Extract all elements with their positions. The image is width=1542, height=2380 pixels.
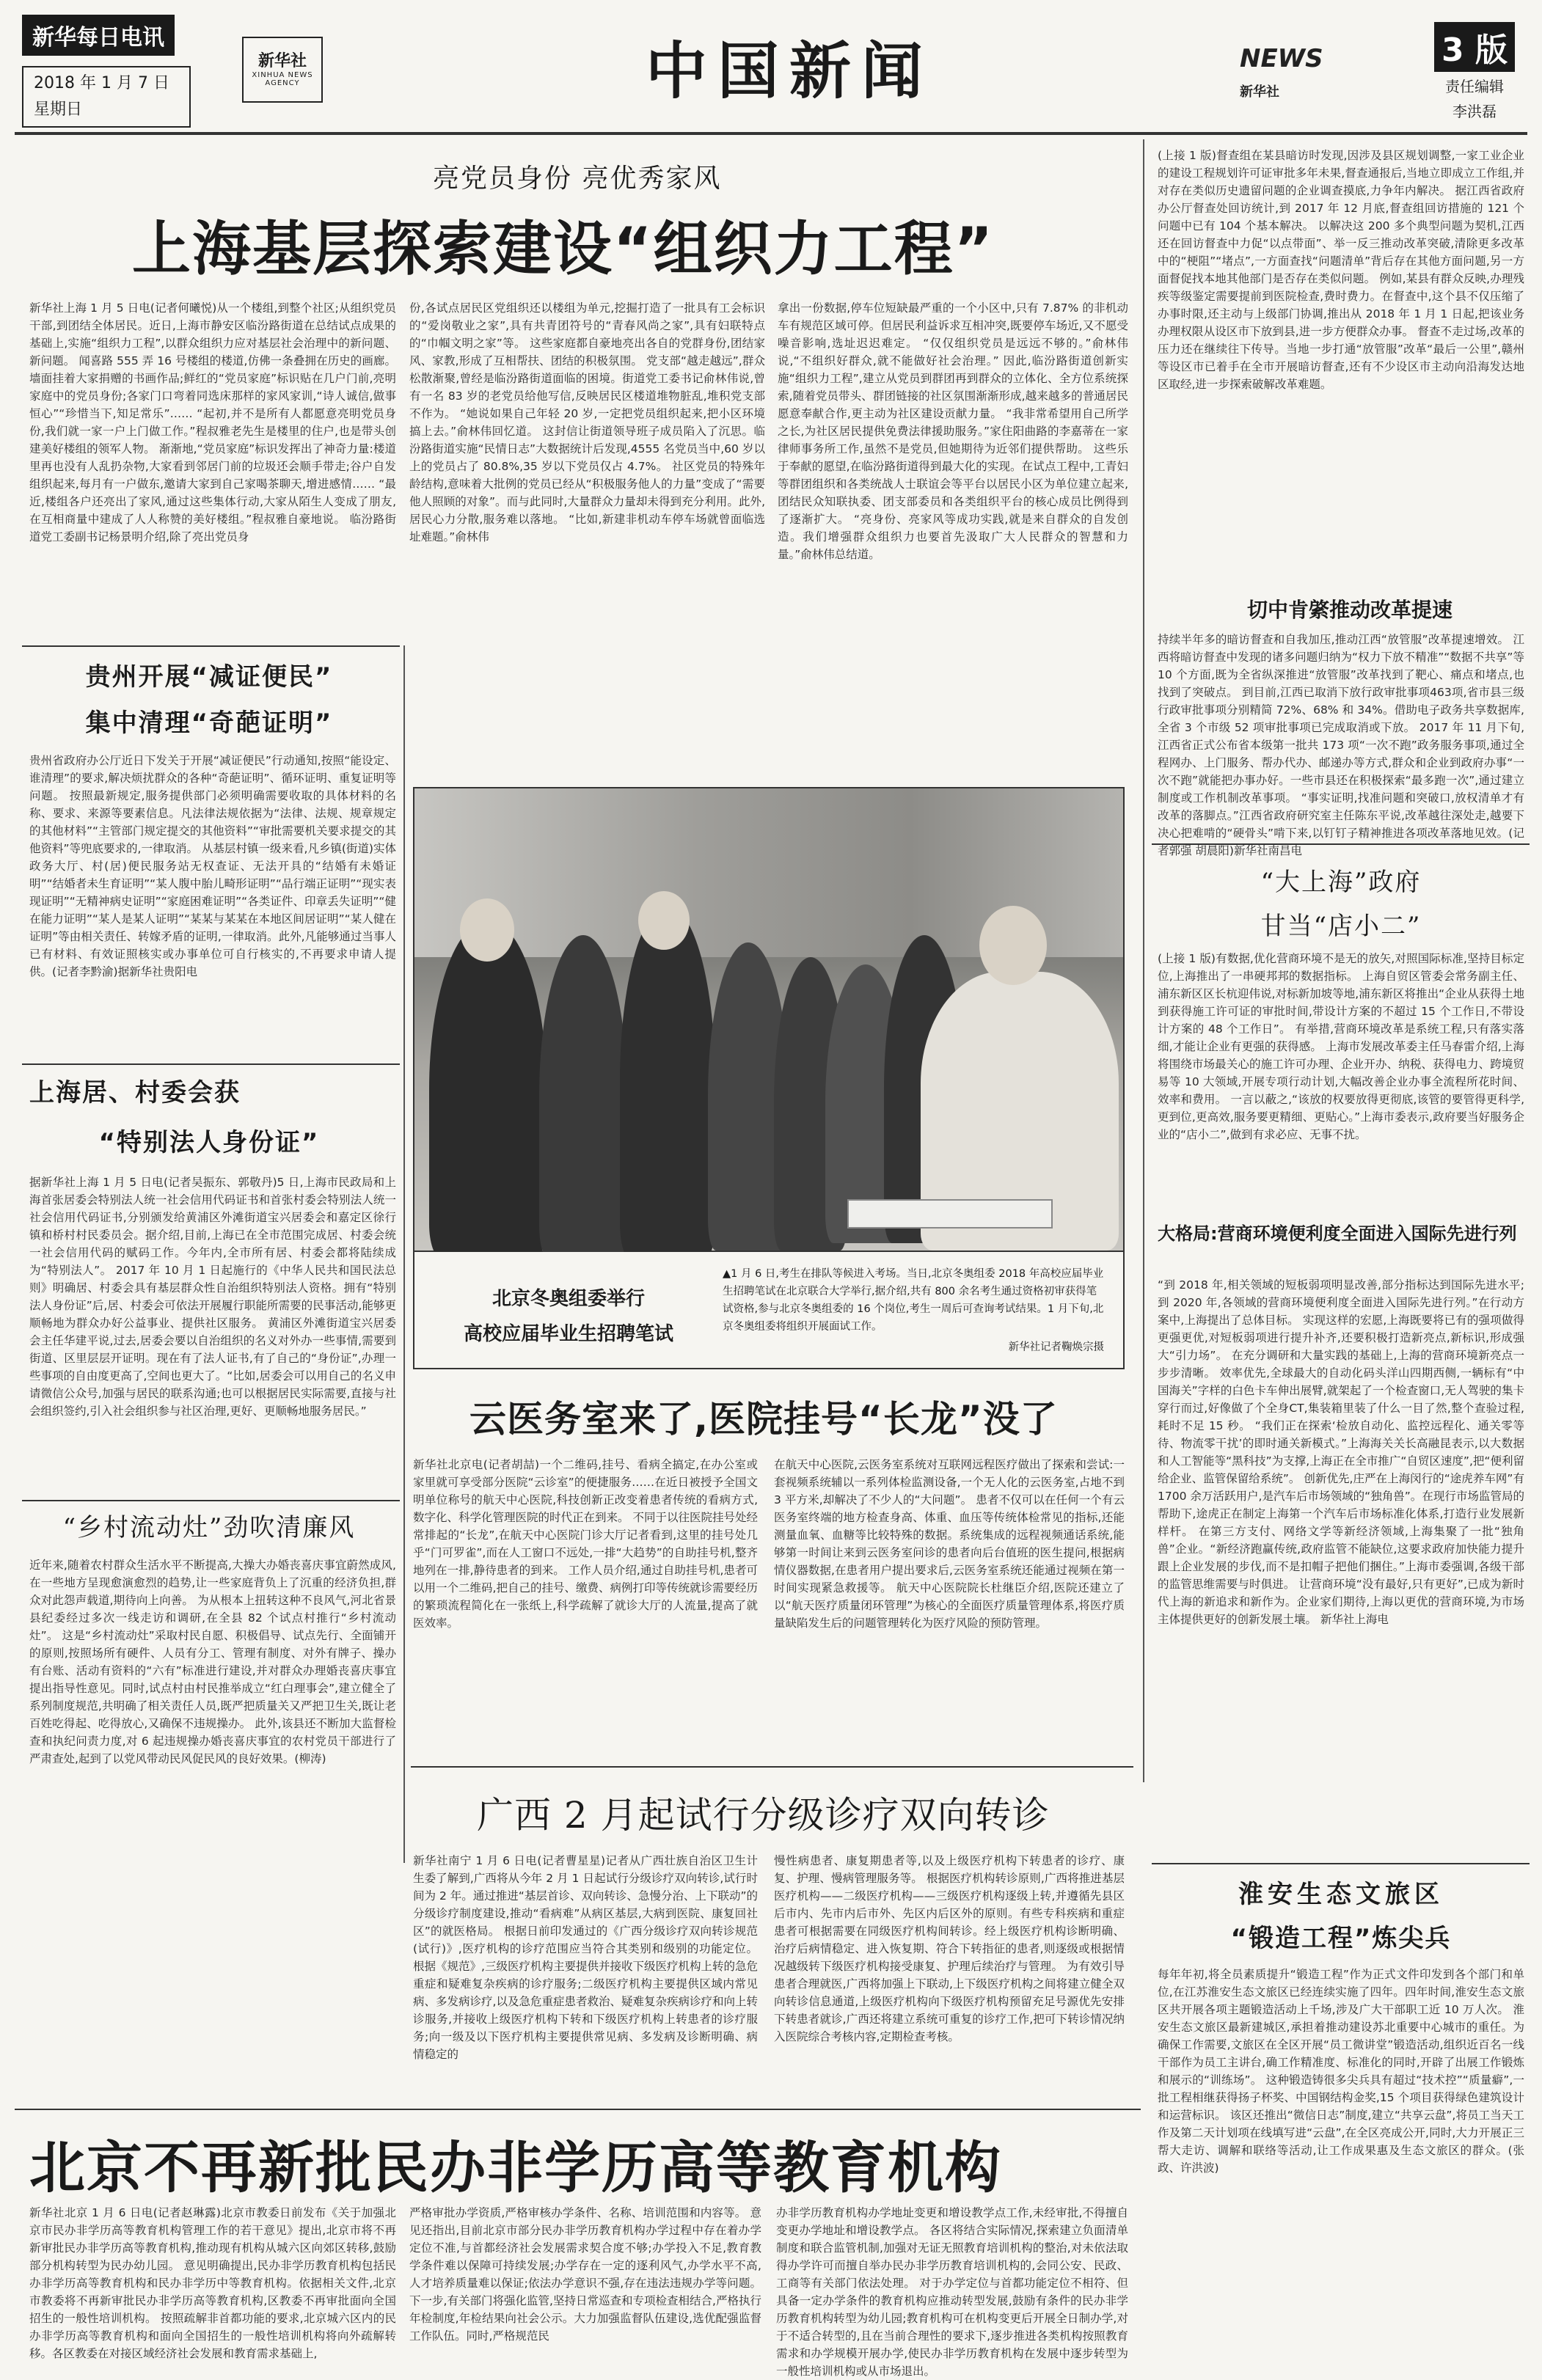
page-number: 3 版: [1434, 22, 1515, 72]
news-photo: [413, 787, 1125, 1252]
huaian-headline-1: 淮安生态文旅区: [1238, 1880, 1444, 1909]
lead-kicker: 亮党员身份 亮优秀家风: [433, 164, 722, 194]
xinhua-logo-text: 新华社: [257, 52, 307, 70]
guizhou-rule: [22, 645, 400, 647]
beijing-edu-headline: 北京不再新批民办非学历高等教育机构: [29, 2135, 1002, 2200]
guangxi-col-2: 慢性病患者、康复期患者等,以及上级医疗机构下转患者的诊疗、康复、护理、慢病管理服务等。 根据医疗机构转诊原则,广西将推进基层医疗机构——二级医疗机构——三级医疗机构逐级上转,并遵循先县区后市内、先市内后市外、先区内后区外的原则。有些专科疾病和重症患者可根据需要在同级医疗机构间转诊。经上级医疗机构诊断明确、治疗后病情稳定、进入恢复期、符合下转指征的患者,则逐级或根据情况越级转下级医疗机构接受康复、护理后续治疗与管理。 为有效引导患者合理就医,广西将加强上下联动,上下级医疗机构之间将建立健全双向转诊信息通道,上级医疗机构向下级医疗机构预留充足号源优先安排下转患者就诊,广西还将建立系统可重复的诊疗工作,把可下转诊情况纳入医院综合考核内容,定期检查考核。: [774, 1854, 1125, 2043]
paper-name: 新华每日电讯: [22, 15, 175, 56]
masthead-left: [22, 15, 227, 125]
beijing-edu-col-1: 新华社北京 1 月 6 日电(记者赵琳露)北京市教委日前发布《关于加强北京市民办非学历高等教育机构管理工作的若干意见》提出,北京市将不再新审批民办非学历高等教育机构,推动现有机构从城六区向郊区转移,鼓励部分机构转型为民办幼儿园。 意见明确提出,民办非学历教育机构包括民办非学历高等教育机构和民办非学历中等教育机构。依据相关文件,北京市教委将不再新审批民办非学历高等教育机构,区教委不再审批面向全国招生的一般性培训机构。 按照疏解非首都功能的要求,北京城六区内的民办非学历高等教育机构和面向全国招生的一般性培训机构将向外疏解转移。各区教委在对接区域经济社会发展和教育需求基础上,: [29, 2206, 396, 2360]
guangxi-headline: 广西 2 月起试行分级诊疗双向转诊: [477, 1794, 1050, 1837]
editor-label: 责任编辑: [1445, 78, 1504, 95]
photo-caption: [413, 1252, 1125, 1369]
guangxi-rule: [411, 1766, 1133, 1768]
beijing-edu-col-2: 严格审批办学资质,严格审核办学条件、名称、培训范围和内容等。 意见还指出,目前北京市部分民办非学历教育机构办学过程中存在着办学定位不准,与首都经济社会发展需求契合度不够;办学投入不足,教育教学条件难以保障可持续发展;办学存在一定的逐利风气,办学水平不高,人才培养质量难以保证;依法办学意识不强,存在违法违规办学等问题。 下一步,有关部门将强化监管,坚持日常巡查和专项检查相结合,严格执行年检制度,年检结果向社会公示。大力加强监督队伍建设,选优配强监督工作队伍。同时,严格规范民: [409, 2206, 761, 2343]
lead-headline: 上海基层探索建设“组织力工程”: [132, 215, 995, 283]
shanghai-gov-headline-1: “大上海”政府: [1260, 868, 1422, 897]
juwei-rule: [22, 1063, 400, 1065]
juwei-headline-1: 上海居、村委会获: [29, 1078, 241, 1107]
huaian-headline-2: “锻造工程”炼尖兵: [1230, 1924, 1452, 1953]
photo-face: [638, 891, 690, 950]
shanghai-gov-body: (上接 1 版)有数据,优化营商环境不是无的放矢,对照国际标准,坚持目标定位,上海推出了一串硬邦邦的数据指标。 上海自贸区管委会常务副主任、浦东新区区长杭迎伟说,对标新加坡等地,浦东新区将推出“企业从获得土地到获得施工许可证的审批时间,带设计方案的不超过 15 个工作日,不带设计方案的 48 个工作日”。 有举措,营商环境改革是系统工程,只有落实落细,才能让企业有更强的获得感。 上海市发展改革委主任马春雷介绍,上海将围绕市场最关心的施工许可办理、企业开办、纳税、获得电力、跨境贸易等 10 大领域,开展专项行动计划,大幅改善企业办事全流程所花时间、效率和费用。 一言以蔽之,“该放的权要放得更彻底,该管的要管得更科学,更到位,更高效,服务要更精细、更贴心。”上海市委表示,政府要当好服务企业的“店小二”,做到有求必应、无事不扰。: [1158, 952, 1524, 1141]
jiangxi-body: (上接 1 版)督查组在某县暗访时发现,因涉及县区规划调整,一家工业企业的建设工程规划许可证审批多年未果,督查通报后,当地立即成立工作组,并对存在类似历史遗留问题的企业调查摸底,力争年内解决。 据江西省政府办公厅督查处回访统计,到 2017 年 12 月底,督查组回访措施的 121 个问题中已有 104 个基本解决。 以解决这 200 多个典型问题为契机,江西还在回访督查中力促“以点带面”、举一反三推动改革突破,清除更多改革中的“梗阻”“堵点”,一方面查找“问题清单”背后存在其他方面问题,另一方面督促找本地其他部门是否存在类似问题。 例如,某县有群众反映,办理残疾等级鉴定需要提前到医院检查,费时费力。在督查中,这个县不仅压缩了办事时限,还主动与上级部门协调,推出从 2018 年 1 月 1 日起,把该业务办理权限从设区市下放到县,进一步方便群众办事。 督查不走过场,改革的压力还在继续往下传导。当地一步打通“放管服”改革“最后一公里”,赣州等设区市已着手在全市开展暗访督查,还有不少设区市主动向沿海发达地区取经,进一步探索破解改革难题。: [1158, 149, 1524, 391]
juwei-headline-2: “特别法人身份证”: [98, 1128, 320, 1157]
juwei-body: 据新华社上海 1 月 5 日电(记者吴振东、郭敬丹)5 日,上海市民政局和上海首张居委会特别法人统一社会信用代码证书和首张村委会特别法人统一社会信用代码证书,分别颁发给黄浦区外滩街道宝兴居委会和嘉定区徐行镇和桥村村民委员会。据介绍,目前,上海已在全市范围完成居、村委会统一社会信用代码的赋码工作。今年内,全市所有居、村委会都将陆续成为“特别法人”。 2017 年 10 月 1 日起施行的《中华人民共和国民法总则》明确居、村委会具有基层群众性自治组织特别法人资格。拥有“特别法人身份证”后,居、村委会可依法开展履行职能所需要的民事活动,能够更顺畅地为群众办好公益事业、提供社区服务。 黄浦区外滩街道宝兴居委会主任华建平说,过去,居委会要以自治组织的名义对外办一些事情,需要到街道、区里层层开证明。现在有了法人证书,有了自己的“身份证”,办理一些事项的自由度更高了,空间也更大了。“比如,居委会可以用自己的名义申请微信公众号,加强与居民的联系沟通;也可以根据居民实际需要,直接与社会组织签约,引入社会组织参与社区治理,更好、更顺畅地服务居民。”: [29, 1176, 396, 1418]
guizhou-headline-1: 贵州开展“减证便民”: [85, 662, 333, 692]
shanghai-gov-headline-2: 甘当“店小二”: [1260, 912, 1422, 941]
editor-name: 李洪磊: [1453, 103, 1497, 120]
photo-figure: [429, 920, 547, 1258]
left-column-rule: [403, 645, 405, 1863]
right-column-rule: [1143, 139, 1144, 1782]
shanghai-gov-subhead: 大格局:营商环境便利度全面进入国际先进行列: [1158, 1223, 1517, 1244]
jiangxi-body-2: 持续半年多的暗访督查和自我加压,推动江西“放管服”改革提速增效。 江西将暗访督查中发现的诸多问题归纳为“权力下放不精准”“数据不共享”等 10 个方面,既为全省纵深推进“放管服”改革找到了靶心、痛点和堵点,也找到了突破点。 到目前,江西已取消下放行政审批事项463项,省市县三级行政审批事项分别精简 72%、68% 和 34%。借助电子政务共享数据库,全省 3 个市级 52 项审批事项已完成取消或下放。 2017 年 11 月下旬,江西省正式公布省本级第一批共 173 项“一次不跑”政务服务事项,通过全程网办、上门服务、帮办代办、邮递办等方式,群众和企业到政府办事“一次不跑”就能把办事办好。一些市县还在积极探索“最多跑一次”,通过建立制度或工作机制改革事项。 “事实证明,找准问题和突破口,放权清单才有改革的落脚点。”江西省政府研究室主任陈东平说,改革越往深处走,越要下决心把难啃的“硬骨头”啃下来,以钉钉子精神推进各项改革落地见效。(记者郭强 胡晨阳)新华社南昌电: [1158, 633, 1524, 857]
liudongzao-rule: [22, 1500, 400, 1501]
beijing-edu-col-3: 办非学历教育机构办学地址变更和增设教学点工作,未经审批,不得擅自变更办学地址和增设教学点。 各区将结合实际情况,探索建立负面清单制度和联合监管机制,加强对无证无照教育培训机构的整治,对未依法取得办学许可而擅自举办民办非学历教育培训机构的,会同公安、民政、工商等有关部门依法处理。 对于办学定位与首都功能定位不相符、但具备一定办学条件的教育机构应推动转型发展,鼓励有条件的民办非学历教育机构转型为幼儿园;教育机构可在机构变更后开展全日制办学,对于不适合转型的,且在当前合理性的要求下,逐步推进各类机构按照教育需求和办学规模开展办学,使民办非学历教育机构在发展中逐步转型为一般性培训机构或从市场退出。: [776, 2206, 1128, 2378]
photo-face: [460, 898, 514, 962]
cloud-clinic-headline: 云医务室来了,医院挂号“长龙”没了: [469, 1398, 1058, 1440]
lead-col-1: 新华社上海 1 月 5 日电(记者何曦悦)从一个楼组,到整个社区;从组织党员干部,到团结全体居民。近日,上海市静安区临汾路街道在总结试点成果的基础上,实施“组织力工程”,以群众组织力应对基层社会治理中的新问题、新问题。 闻喜路 555 弄 16 号楼组的楼道,仿佛一条叠拥在历史的画廊。墙面挂着大家捐赠的书画作品;鲜红的“党员家庭”标识贴在几户门前,亮明家庭中的党员身份;各家门口弯着同选床那样的家风家训,“诗人诚信,做事恒心”“珍惜当下,知足常乐”…… “起初,并不是所有人都愿意亮明党员身份,我们就一家一户上门做工作。”程叔雅老先生是楼里的住户,也是带头创建美好楼组的领军人物。 渐渐地,“党员家庭”标识发挥出了神奇力量:楼道里再也没有人乱扔杂物,大家看到邻居门前的垃圾还会顺手带走;谷户自发组织起来,每月有一户做东,邀请大家到自己家喝茶聊天,增进感情…… “最近,楼组各户还亮出了家风,通过这些集体行动,大家从陌生人变成了朋友,在互相商量中建成了人人称赞的美好楼组。”程叔雅自豪地说。 临汾路街道党工委副书记杨景明介绍,除了亮出党员身: [29, 301, 396, 543]
lead-col-3: 拿出一份数据,停车位短缺最严重的一个小区中,只有 7.87% 的非机动车有规范区域可停。但居民利益诉求互相冲突,既要停车场近,又不愿受噪音影响,选址迟迟难定。 “仅仅组织党员是远远不够的。”俞林伟说,“不组织好群众,就不能做好社会治理。” 因此,临汾路街道创新实施“组织力工程”,建立从党员到群团再到群众的立体化、全方位系统探索,随着党员带头、群团链接的社区氛围渐渐形成,越来越多的普通居民愿意奉献合作,更主动为社区建设贡献力量。 “我非常希望用自己所学之长,为社区居民提供免费法律援助服务。”家住阳曲路的李嘉蒂在一家律师事务所工作,虽然不是党员,但她期待为近邻们提供帮助。 这些乐于奉献的愿望,在临汾路街道得到最大化的实现。在试点工程中,工青妇等群团组织和各类统战人士联谊会等平台以居民小区为单位建立起来,团结民众知联执委、团支部委员和各类组织平台的核心成员比例得到了逐渐扩大。 “亮身份、亮家风等成功实践,就是来自群众的自发创造。我们增强群众组织力也要首先汲取广大人民群众的智慧和力量。”俞林伟总结道。: [778, 301, 1128, 561]
liudongzao-body: 近年来,随着农村群众生活水平不断提高,大操大办婚丧喜庆事宜蔚然成风,在一些地方呈现愈演愈烈的趋势,让一些家庭背负上了沉重的经济负担,群众对此怨声载道,期待向上向善。 为从根本上扭转这种不良风气,河北省景县纪委经过多次一线走访和调研,在全县 82 个试点村推行“乡村流动灶”。 这是“乡村流动灶”采取村民自愿、积极倡导、试点先行、全面铺开的原则,按照场所有硬件、人员有分工、管理有制度、对外有牌子、操办有台账、活动有资料的“六有”标准进行建设,并对群众办理婚丧喜庆事宜提出指导性意见。同时,试点村由村民推举成立“红白理事会”,建立健全了系列制度规范,共明确了相关责任人员,既严把质量关又严把卫生关,既让老百姓吃得起、吃得放心,又确保不违规操办。 此外,该县还不断加大监督检查和执纪问责力度,对 6 起违规操办婚丧喜庆事宜的农村党员干部进行了严肃查处,起到了以党风带动民风促民风的良好效果。(柳涛): [29, 1559, 396, 1765]
caption-body: [723, 1265, 1104, 1356]
liudongzao-headline: “乡村流动灶”劲吹清廉风: [62, 1513, 356, 1542]
masthead-rule: [15, 132, 1527, 135]
guizhou-headline-2: 集中清理“奇葩证明”: [85, 708, 333, 738]
page-number-block: [1430, 22, 1519, 122]
lead-col-2: 份,各试点居民区党组织还以楼组为单元,挖掘打造了一批具有工会标识的“爱岗敬业之家”,具有共青团符号的“青春风尚之家”,具有妇联特点的“巾帼文明之家”等。 这些家庭都自豪地亮出各自的党群身份,团结家风、家教,形成了互相帮扶、团结的积极氛围。 党支部“越走越远”,群众松散渐聚,曾经是临汾路街道面临的困境。街道党工委书记俞林伟说,曾有一名 83 岁的老党员给他写信,反映居民区楼道堆物脏乱,堆积党支部不作为。 “她说如果自己年轻 20 岁,一定把党员组织起来,把小区环境搞上去。”俞林伟回忆道。 这封信让街道领导班子成员陷入了沉思。临汾路街道实施“民情日志”大数据统计后发现,4555 名党员当中,60 岁以上的党员占了 80.8%,35 岁以下党员仅占 4.7%。 社区党员的特殊年龄结构,意味着大批例的党员已经从“积极服务他人的力量”变成了“需要他人照顾的对象”。而与此同时,大量群众力量却未得到充分利用。此外,居民心力分散,服务难以落地。 “比如,新建非机动车停车场就曾面临选址难题。”俞林伟: [409, 301, 765, 543]
issue-date: 2018 年 1 月 7 日: [34, 74, 169, 92]
photo-figure: [539, 935, 627, 1258]
caption-title-2: 高校应届毕业生招聘笔试: [463, 1323, 673, 1345]
guizhou-body: 贵州省政府办公厅近日下发关于开展“减证便民”行动通知,按照“能设定、谁清理”的要求,解决烦扰群众的各种“奇葩证明”、循环证明、重复证明等问题。 按照最新规定,服务提供部门必须明确需要收取的具体材料的名称、要求、来源等要素信息。凡法律法规依据为“法律、法规、规章规定的其他材料”“主管部门规定提交的其他资料”“审批需要机关要求提交的其他资料”等兜底要求的,一律取消。 从基层村镇一级来看,凡乡镇(街道)实体政务大厅、村(居)便民服务站无权查证、无法开具的“结婚有未婚证明”“结婚者未生育证明”“某人腹中胎儿畸形证明”“品行端正证明”“现实表现证明”“无精神病史证明”“家庭困难证明”“各类证件、印章丢失证明”“健在能力证明”“某人是某人证明”“某某与某某在本地区间居证明”“某人健在证明”等由相关责任、转嫁矛盾的证明,一律取消。此外,凡能够通过当事人已有材料、有效证照核实或办事单位可自行核实的,不再要求申请人提供。(记者李黔渝)据新华社贵阳电: [29, 754, 396, 978]
guangxi-col-1: 新华社南宁 1 月 6 日电(记者曹星星)记者从广西壮族自治区卫生计生委了解到,广西将从今年 2 月 1 日起试行分级诊疗双向转诊,试行时间为 2 年。通过推进“基层首诊、双向转诊、急慢分治、上下联动”的分级诊疗制度建设,推动“看病难”从病区基层,大病到医院、康复回社区”的就医格局。 根据日前印发通过的《广西分级诊疗双向转诊规范(试行)》,医疗机构的诊疗范围应当符合其类别和级别的功能定位。 根据《规范》,三级医疗机构主要提供并接收下级医疗机构上转的急危重症和疑难复杂疾病的诊疗服务;二级医疗机构主要提供区域内常见病、多发病诊疗,以及急危重症患者救治、疑难复杂疾病诊疗和向上转诊服务,并接收上级医疗机构下转和下级医疗机构上转患者的诊疗服务;向一级及以下医疗机构主要提供常见病、多发病及诊断明确、病情稳定的: [413, 1854, 758, 2061]
caption-title: [444, 1281, 693, 1352]
huaian-body: 每年年初,将全员素质提升“锻造工程”作为正式文件印发到各个部门和单位,在江苏淮安生态文旅区已经连续实施了四年。四年时间,淮安生态文旅区共开展各项主题锻造活动上千场,涉及广大干部职工近 10 万人次。 淮安生态文旅区最新建城区,承担着推动建设苏北重要中心城市的重任。为确保工作需要,文旅区在全区开展“员工微讲堂”锻造活动,组织近百名一线干部作为员工主讲台,确工作精准度、标准化的同时,开辟了出展工作锻炼和展示的“训练场”。 这种锻造铸很多尖兵具有超过“技术控”“质量癖”,一批工程相继获得扬子杯奖、中国钢结构金奖,15 个项目获得绿色建筑设计和运营标识。 该区还推出“微信日志”制度,建立“共享云盘”,将员工当天工作及第二天计划项在线填写进“云盘”,在全区亮成公开,同时,大力开展正三帮大走访、调解和联络等活动,让工作成果惠及生态文旅区的群众。(张政、许洪波): [1158, 1968, 1524, 2175]
huaian-rule: [1152, 1863, 1530, 1864]
photo-face: [979, 906, 1047, 985]
shanghai-gov-rule: [1152, 843, 1530, 845]
photo-figure: [620, 906, 715, 1258]
jiangxi-subhead: 切中肯綮推动改革提速: [1246, 598, 1453, 622]
xinhua-logo: [242, 37, 323, 103]
cloud-clinic-col-2: 在航天中心医院,云医务室系统对互联网远程医疗做出了探索和尝试:一套视频系统辅以一系列体检监测设备,一个无人化的云医务室,占地不到 3 平方米,却解决了不少人的“大问题”。 患者不仅可以在任何一个有云医务室终端的地方检查身高、体重、血压等传统体检常见的指标,还能测量血氧、血糖等比较特殊的数据。系统集成的远程视频通话系统,能够第一时间让来到云医务室问诊的患者向后台值班的医生提问,根据病情仪器数据,在患者用户提出要求后,云医务室系统还能通过视频在第一时间实现紧急救援等。 航天中心医院院长杜继臣介绍,医院还建立了以“航天医疗质量闭环管理”为核心的全面医疗质量管理体系,将医疗质量缺陷发生后的问题管理转化为医疗风险的预防管理。: [774, 1458, 1125, 1630]
shanghai-gov-body-2: “到 2018 年,相关领域的短板弱项明显改善,部分指标达到国际先进水平;到 2020 年,各领域的营商环境便利度全面进入国际先进行列。”在行动方案中,上海提出了总体目标。 实现这样的宏愿,上海既要将已有的强项做得更强更优,对短板弱项进行提升补齐,还要积极打造新亮点,新标识,形成强大“引力场”。 在充分调研和大量实践的基础上,上海的营商环境新亮点一步步清晰。 效率优先,全球最大的自动化码头洋山四期西侧,一辆标有“中国海关”字样的白色卡车伸出展臂,就架起了一个检查窗口,无人驾驶的集卡穿行而过,好像做了个全身CT,集装箱里装了什么一目了然,整个查验过程,耗时不足 15 秒。 “我们正在探索‘检放自动化、监控远程化、通关零等待、物流零干扰’的即时通关新模式。”上海海关关长高融昆表示,以大数据和人工智能等“黑科技”为支撑,上海正在全市推广“自贸区速度”,把“便利留给企业、监管保留给系统”。 创新优先,庄严在上海闵行的“途虎养车网”有 1700 余万活跃用户,是汽车后市场领域的“独角兽”。在现行市场监管局的帮助下,途虎正在制定上海第一个汽车后市场标准化体系,打造行业发展新样杆。 在第三方支付、网络文学等新经济领域,上海集聚了一批“独角兽”企业。“新经济跑赢传统,政府监管不能缺位,这要求政府加快能力提升跟上企业发展的步伐,而不是扣帽子把他们捆住。”上海市委强调,各级干部的监管思维需要与时俱进。 让营商环境“没有最好,只有更好”,已成为新时代上海的新追求和新作为。企业家们期待,上海以更优的营商环境,为市场主体提供更好的创新发展土壤。 新华社上海电: [1158, 1278, 1524, 1626]
photo-table: [847, 1199, 1053, 1229]
caption-title-1: 北京冬奥组委举行: [492, 1288, 645, 1310]
caption-credit: 新华社记者鞠焕宗摄: [1008, 1341, 1104, 1353]
section-title: 中国新闻: [646, 34, 934, 107]
xinhua-logo-en: XINHUA NEWS AGENCY: [252, 71, 313, 87]
caption-text: ▲1 月 6 日,考生在排队等候进入考场。当日,北京冬奥组委 2018 年高校应届毕业生招聘笔试在北京联合大学举行,据介绍,共有 800 余名考生通过资格初审获得笔试资格,参与北京冬奥组委的 16 个岗位,考生一周后可查询考试结果。1 月下旬,北京冬奥组委将组织开展面试工作。: [723, 1268, 1104, 1333]
issue-info: [22, 66, 191, 128]
news-logo-en: NEWS: [1240, 44, 1323, 73]
beijing-edu-rule: [15, 2109, 1141, 2110]
issue-weekday: 星期日: [34, 100, 83, 119]
news-logo-cn: 新华社: [1240, 84, 1279, 100]
news-logo: [1240, 44, 1342, 103]
cloud-clinic-col-1: 新华社北京电(记者胡喆)一个二维码,挂号、看病全搞定,在办公室或家里就可享受部分医院“云诊室”的便捷服务……在近日被授予全国文明单位称号的航天中心医院,科技创新正改变着患者传统的看病方式,数字化、科学化管理医院的时代正在到来。 不同于以往医院挂号处经常排起的“长龙”,在航天中心医院门诊大厅记者看到,这里的挂号处几乎“门可罗雀”,而在人工窗口不远处,一排“大趋势”的自助挂号机,整齐地列在一排,静待患者的到来。 工作人员介绍,通过自助挂号机,患者可以用一个二维码,把自己的挂号、缴费、病例打印等传统就诊需要经历的繁琐流程简化在一张纸上,科学疏解了就诊大厅的人流量,提高了就医效率。: [413, 1458, 758, 1630]
